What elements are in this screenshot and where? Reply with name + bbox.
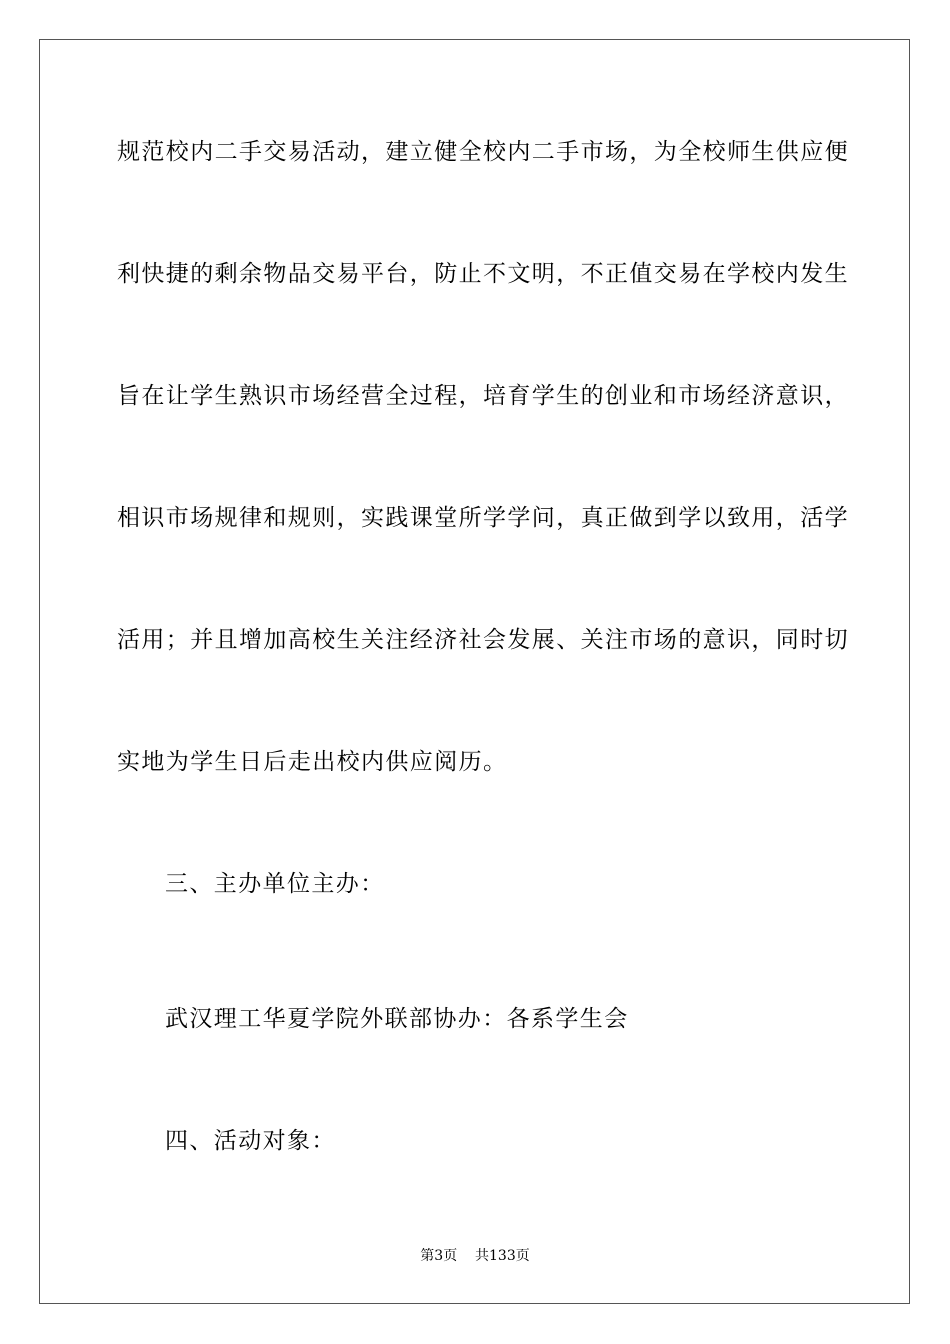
footer-page-prefix: 第 — [420, 1248, 435, 1264]
body-text-line-3: 旨在让学生熟识市场经营全过程，培育学生的创业和市场经济意识， — [117, 383, 849, 409]
footer-page-number: 3 — [434, 1248, 444, 1264]
section-heading-organizer: 三、主办单位主办： — [165, 871, 385, 897]
body-text-line-2: 利快捷的剩余物品交易平台，防止不文明，不正值交易在学校内发生 — [117, 261, 849, 287]
body-text-line-1: 规范校内二手交易活动，建立健全校内二手市场，为全校师生供应便 — [117, 139, 849, 165]
footer-total-suffix: 页 — [515, 1248, 530, 1264]
body-text-line-4: 相识市场规律和规则，实践课堂所学学问，真正做到学以致用，活学 — [117, 505, 849, 531]
footer-total-pages: 133 — [489, 1248, 516, 1264]
organizer-detail-line: 武汉理工华夏学院外联部协办：各系学生会 — [165, 1006, 629, 1032]
body-text-line-5: 活用；并且增加高校生关注经济社会发展、关注市场的意识，同时切 — [117, 627, 849, 653]
footer-total-prefix: 共 — [475, 1248, 489, 1264]
page-footer — [0, 1247, 950, 1265]
body-text-line-6: 实地为学生日后走出校内供应阅历。 — [117, 749, 508, 775]
page-frame — [39, 39, 910, 1304]
footer-page-suffix: 页 — [443, 1248, 458, 1264]
section-heading-participants: 四、活动对象： — [165, 1128, 336, 1154]
